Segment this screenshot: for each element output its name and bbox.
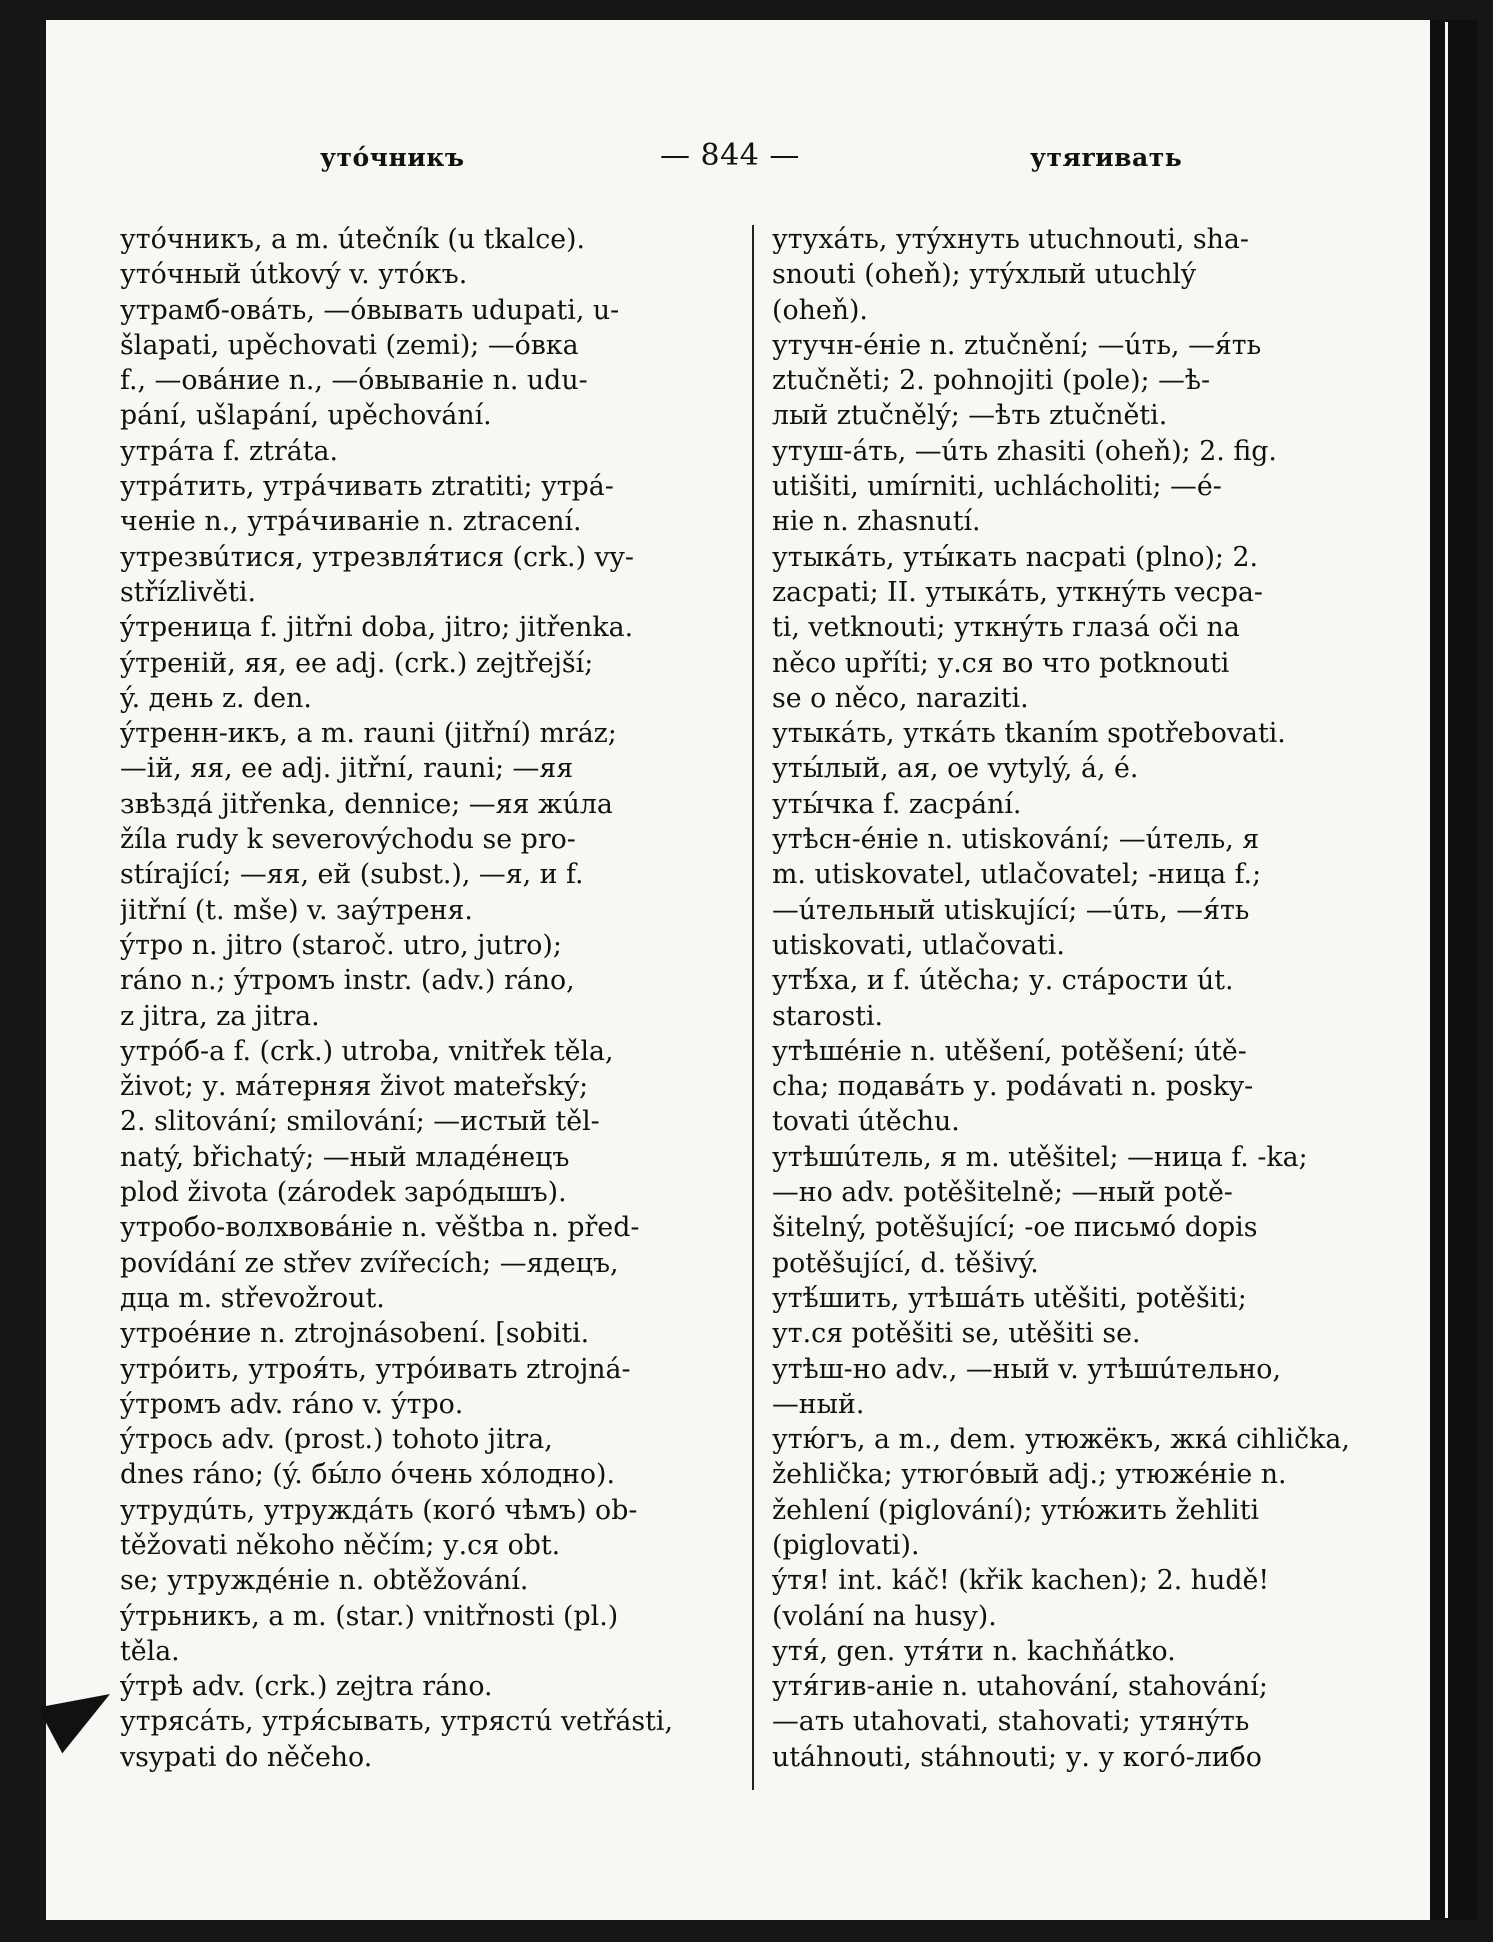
entry-line: žíla rudy k severovýchodu se pro-	[120, 824, 576, 856]
entry-line: ýтя! int. káč! (křik kachen); 2. hudě!	[772, 1565, 1270, 1597]
page-number: — 844 —	[660, 138, 800, 173]
entry-line: —ный.	[772, 1388, 865, 1420]
entry-line: ýтро n. jitro (staroč. utro, jutro);	[120, 929, 562, 961]
entry-line: cha; подавáть у. podávati n. posky-	[772, 1071, 1254, 1103]
entry-line: утѣсн-éніе n. utiskování; —úтель, я	[772, 824, 1260, 856]
entry-line: střízlivěti.	[120, 576, 257, 608]
entry-line: ýтреница f. jitřni doba, jitro; jitřenka.	[120, 612, 634, 644]
entry-line: (piglovati).	[772, 1529, 920, 1561]
entry-line: tovati útěchu.	[772, 1106, 960, 1138]
entry-line: утрясáть, утря́сывать, утрястú vetřásti,	[120, 1706, 673, 1738]
entry-line: лый ztučnělý; —ѣть ztučněti.	[772, 400, 1168, 432]
entry-line: zacpati; II. утыкáть, уткнýть vecpa-	[772, 576, 1263, 608]
entry-line: ýтрьникъ, a m. (star.) vnitřnosti (pl.)	[120, 1600, 619, 1632]
entry-line: pání, ušlapání, upěchování.	[120, 400, 492, 432]
entry-line: утѣш-но adv., —ный v. утѣшúтельно,	[772, 1353, 1281, 1385]
entry-line: (volání na husy).	[772, 1600, 997, 1632]
entry-line: уты́чка f. zacpání.	[772, 788, 1022, 820]
entry-line: ztučněti; 2. pohnojiti (pole); —ѣ-	[772, 365, 1211, 397]
entry-line: утыкáть, уткáть tkaním spotřebovati.	[772, 718, 1286, 750]
entry-line: утѣшúтель, я m. utěšitel; —ница f. -ka;	[772, 1141, 1308, 1173]
entry-line: утѣшéніе n. utěšení, potěšení; útě-	[772, 1035, 1247, 1067]
entry-line: звѣздá jitřenka, dennice; —яя жúла	[120, 788, 613, 820]
entry-line: povídání ze střev zvířecích; —ядецъ,	[120, 1247, 619, 1279]
entry-line: m. utiskovatel, utlačovatel; -ница f.;	[772, 859, 1262, 891]
entry-line: утрáтить, утрáчивать ztratiti; утрá-	[120, 471, 614, 503]
entry-line: šlapati, upěchovati (zemi); —óвка	[120, 329, 579, 361]
entry-line: утрезвúтися, утрезвля́тися (crk.) vy-	[120, 541, 634, 573]
entry-line: ráno n.; ýтромъ instr. (adv.) ráno,	[120, 965, 575, 997]
running-head-left: утóчникъ	[320, 143, 465, 172]
entry-line: utiskovati, utlačovati.	[772, 929, 1065, 961]
entry-line: ут.ся potěšiti se, utěšiti se.	[772, 1318, 1141, 1350]
entry-line: ýтреній, яя, ее adj. (crk.) zejtřejší;	[120, 647, 594, 679]
entry-line: ýтрось adv. (prost.) tohoto jitra,	[120, 1424, 553, 1456]
entry-line: утрудúть, утруждáть (когó чѣмъ) ob-	[120, 1494, 638, 1526]
entry-line: утóчникъ, a m. útečník (u tkalce).	[120, 224, 586, 255]
entry-line: утя́гив-аніе n. utahování, stahování;	[772, 1671, 1268, 1703]
column-divider	[752, 225, 754, 1790]
entry-line: ýтренн-икъ, a m. raunі (jitřní) mráz;	[120, 718, 617, 750]
entry-line: утѣ́шить, утѣшáть utěšiti, potěšiti;	[772, 1282, 1247, 1314]
entry-line: утрóить, утроя́ть, утрóивать ztrojná-	[120, 1353, 631, 1385]
entry-line: natý, břichatý; —ный младéнецъ	[120, 1141, 570, 1173]
entry-line: утя́, gen. утя́ти n. kachňátko.	[772, 1635, 1176, 1667]
entry-line: vsypati do něčeho.	[120, 1741, 373, 1773]
entry-line: дца m. střevožrout.	[120, 1282, 385, 1314]
entry-line: утыкáть, уты́кать nacpati (plno); 2.	[772, 541, 1259, 573]
entry-line: jitřní (t. mše) v. заýтреня.	[120, 894, 473, 926]
entry-line: —ать utahovati, stahovati; утянýть	[772, 1706, 1250, 1738]
entry-line: těžovati někoho něčím; у.ся obt.	[120, 1529, 561, 1561]
entry-line: ti, vetknouti; уткнýть глазá oči na	[772, 612, 1240, 644]
entry-line: утѣ́ха, и f. útěcha; у. стáрости út.	[772, 965, 1234, 997]
entry-line: utáhnouti, stáhnouti; у. у когó-либо	[772, 1741, 1262, 1773]
entry-line: (oheň).	[772, 294, 868, 326]
entry-line: snouti (oheň); утýхлый utuchlý	[772, 259, 1197, 291]
entry-line: život; у. мáтерняя život mateřský;	[120, 1071, 589, 1103]
entry-line: утóчный útkový v. утóкъ.	[120, 259, 468, 291]
left-column	[120, 222, 732, 1775]
entry-line: plod života (zárodek зарóдышъ).	[120, 1177, 567, 1209]
entry-line: утучн-éніе n. ztučnění; —úть, —я́ть	[772, 329, 1262, 361]
entry-line: —но adv. potěšitelně; —ный potě-	[772, 1177, 1233, 1209]
entry-line: ýтрѣ adv. (crk.) zejtra ráno.	[120, 1671, 493, 1703]
entry-line: утуш-áть, —úть zhasiti (oheň); 2. fig.	[772, 435, 1277, 467]
page-edge	[1430, 20, 1478, 1920]
entry-line: ý. день z. den.	[120, 682, 312, 714]
page-edge-line	[1445, 22, 1448, 1918]
entry-line: утробо-волхвовáніе n. věštba n. před-	[120, 1212, 640, 1244]
entry-line: ýтромъ adv. ráno v. ýтро.	[120, 1388, 464, 1420]
entry-line: утрамб-овáть, —óвывать udupati, u-	[120, 294, 620, 326]
entry-line: ніе n. zhasnutí.	[772, 506, 981, 538]
entry-line: se o něco, naraziti.	[772, 682, 1029, 714]
entry-line: potěšující, d. těšivý.	[772, 1247, 1039, 1279]
right-column	[772, 222, 1372, 1775]
entry-line: 2. slitování; smilování; —истый těl-	[120, 1106, 600, 1138]
entry-line: stírající; —яя, ей (subst.), —я, и f.	[120, 859, 584, 891]
entry-line: žehlení (piglování); утю́жить žehliti	[772, 1494, 1260, 1526]
running-head-right: утяrивать	[1030, 143, 1183, 172]
entry-line: уты́лый, ая, ое vytylý, á, é.	[772, 753, 1139, 785]
entry-line: se; утруждéніе n. obtěžování.	[120, 1565, 529, 1597]
entry-line: něco upříti; у.ся во что potknouti	[772, 647, 1230, 679]
entry-line: utišiti, umírniti, uchlácholiti; —é-	[772, 471, 1222, 503]
entry-line: ченіе n., утрáчиваніе n. ztracení.	[120, 506, 582, 538]
entry-line: f., —овáние n., —óвываніе n. udu-	[120, 365, 588, 397]
entry-line: утрóб-а f. (crk.) utroba, vnitřek těla,	[120, 1035, 614, 1067]
entry-line: žehlička; утюгóвый adj.; утюжéніе n.	[772, 1459, 1287, 1491]
entry-line: утю́гъ, a m., dem. утюжёкъ, жкá cihlička,	[772, 1424, 1350, 1456]
entry-line: —úтельный utiskující; —úть, —я́ть	[772, 894, 1250, 926]
entry-line: šitelný, potěšující; -ое письмó dopis	[772, 1212, 1258, 1244]
entry-line: starosti.	[772, 1000, 884, 1032]
entry-line: z jitra, za jitra.	[120, 1000, 320, 1032]
entry-line: dnes ráno; (ý. бы́ло óчень хóлодно).	[120, 1459, 616, 1491]
entry-line: —ій, яя, ее adj. jitřní, raunі; —яя	[120, 753, 574, 785]
entry-line: утроéние n. ztrojnásobení. [sobiti.	[120, 1318, 590, 1350]
entry-line: утухáть, утýхнуть utuchnouti, sha-	[772, 224, 1249, 255]
entry-line: těla.	[120, 1635, 180, 1667]
entry-line: утрáта f. ztráta.	[120, 435, 338, 467]
